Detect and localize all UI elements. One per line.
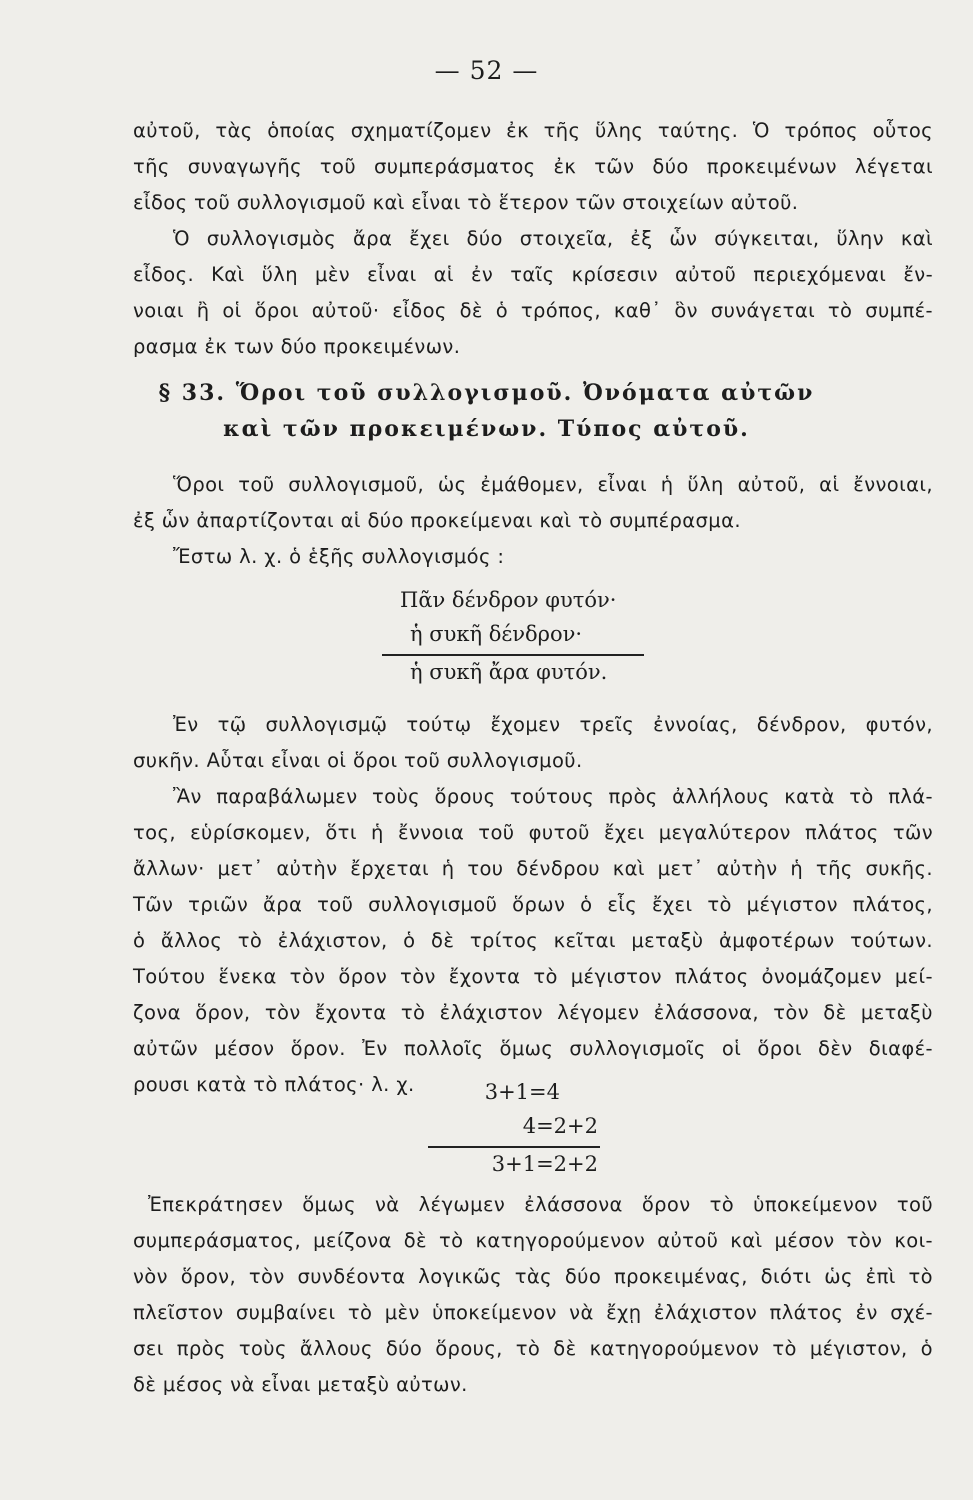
text-line: ζονα ὅρον, τὸν ἔχοντα τὸ ἐλάχιστον λέγομεν ἐλάσσονα, τὸν δὲ μεταξὺ (133, 1001, 933, 1024)
premise-minor: ἡ συκῆ δένδρον· (410, 622, 583, 646)
premise-major: Πᾶν δένδρον φυτόν· (400, 588, 617, 612)
text-line: δὲ μέσος νὰ εἶναι μεταξὺ αὐτων. (133, 1373, 468, 1396)
text-line: Ἐπεκράτησεν ὅμως νὰ λέγωμεν ἐλάσσονα ὅρον τὸ ὑποκείμενον τοῦ (148, 1193, 933, 1216)
text-line: αὐτοῦ, τὰς ὁποίας σχηματίζομεν ἐκ τῆς ὕλης ταύτης. Ὁ τρόπος οὗτος (133, 119, 933, 142)
text-line: πλεῖστον συμβαίνει τὸ μὲν ὑποκείμενον νὰ ἔχῃ ἐλάχιστον πλάτος ἐν σχέ- (133, 1301, 933, 1324)
text-line: σει πρὸς τοὺς ἄλλους δύο ὅρους, τὸ δὲ κατηγορούμενον τὸ μέγιστον, ὁ (133, 1337, 933, 1360)
text-line: τος, εὑρίσκομεν, ὅτι ἡ ἔννοια τοῦ φυτοῦ ἔχει μεγαλύτερον πλάτος τῶν (133, 821, 933, 844)
section-heading: § 33. Ὅροι τοῦ συλλογισμοῦ. Ὀνόματα αὐτῶν (158, 380, 815, 406)
text-line: εἶδος. Καὶ ὕλη μὲν εἶναι αἱ ἐν ταῖς κρίσεσιν αὐτοῦ περιεχόμεναι ἔν- (133, 263, 933, 286)
text-line: ἄλλων· μετ᾿ αὐτὴν ἔρχεται ἡ του δένδρου καὶ μετ᾿ αὐτὴν ἡ τῆς συκῆς. (133, 857, 933, 880)
equation-result: 3+1=2+2 (491, 1152, 598, 1176)
text-line: Ὅροι τοῦ συλλογισμοῦ, ὡς ἐμάθομεν, εἶναι ἡ ὕλη αὐτοῦ, αἱ ἔννοιαι, (173, 473, 933, 496)
text-line: αὐτῶν μέσον ὅρον. Ἐν πολλοῖς ὅμως συλλογισμοῖς οἱ ὅροι δὲν διαφέ- (133, 1037, 933, 1060)
text-line: Ὁ συλλογισμὸς ἄρα ἔχει δύο στοιχεῖα, ἐξ ὧν σύγκειται, ὕλην καὶ (173, 227, 933, 250)
text-line: νὸν ὅρον, τὸν συνδέοντα λογικῶς τὰς δύο προκειμένας, διότι ὡς ἐπὶ τὸ (133, 1265, 933, 1288)
text-line: συκῆν. Αὗται εἶναι οἱ ὅροι τοῦ συλλογισμοῦ. (133, 749, 583, 772)
text-line: ρασμα ἐκ των δύο προκειμένων. (133, 335, 461, 358)
text-line: Ἐν τῷ συλλογισμῷ τούτῳ ἔχομεν τρεῖς ἐννοίας, δένδρον, φυτόν, (173, 713, 933, 736)
equation-1: 3+1=4 (484, 1080, 560, 1104)
conclusion-rule (382, 654, 644, 656)
text-line: ἐξ ὧν ἀπαρτίζονται αἱ δύο προκείμεναι καὶ τὸ συμπέρασμα. (133, 509, 741, 532)
text-line: νοιαι ἢ οἱ ὅροι αὐτοῦ· εἶδος δὲ ὁ τρόπος, καθ᾿ ὃν συνάγεται τὸ συμπέ- (133, 299, 933, 322)
text-line: τῆς συναγωγῆς τοῦ συμπεράσματος ἐκ τῶν δύο προκειμένων λέγεται (133, 155, 933, 178)
conclusion: ἡ συκῆ ἄρα φυτόν. (410, 660, 608, 684)
text-line: Ἔστω λ. χ. ὁ ἑξῆς συλλογισμός : (173, 545, 505, 568)
text-line: εἶδος τοῦ συλλογισμοῦ καὶ εἶναι τὸ ἕτερον τῶν στοιχείων αὐτοῦ. (133, 191, 799, 214)
page-number: — 52 — (434, 56, 539, 85)
text-line: συμπεράσματος, μείζονα δὲ τὸ κατηγορούμενον αὐτοῦ καὶ μέσον τὸν κοι- (133, 1229, 933, 1252)
text-line: ὁ ἄλλος τὸ ἐλάχιστον, ὁ δὲ τρίτος κεῖται μεταξὺ ἀμφοτέρων τούτων. (133, 929, 933, 952)
text-line: Τῶν τριῶν ἄρα τοῦ συλλογισμοῦ ὅρων ὁ εἷς ἔχει τὸ μέγιστον πλάτος, (133, 893, 933, 916)
equation-rule (428, 1146, 600, 1148)
text-line: ρουσι κατὰ τὸ πλάτος· λ. χ. (133, 1073, 415, 1096)
section-heading: καὶ τῶν προκειμένων. Τύπος αὐτοῦ. (223, 416, 750, 442)
text-line: Ἂν παραβάλωμεν τοὺς ὅρους τούτους πρὸς ἀλλήλους κατὰ τὸ πλά- (173, 785, 933, 808)
text-line: Τούτου ἕνεκα τὸν ὅρον τὸν ἔχοντα τὸ μέγιστον πλάτος ὀνομάζομεν μεί- (133, 965, 933, 988)
equation-2: 4=2+2 (522, 1114, 598, 1138)
